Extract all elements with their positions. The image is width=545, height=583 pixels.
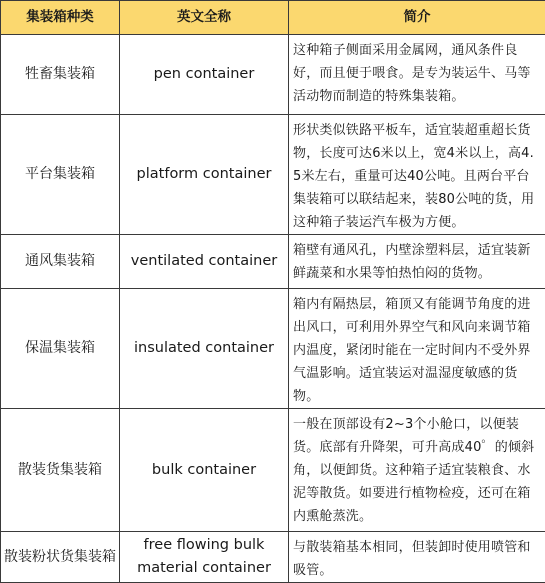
header-english: 英文全称: [120, 1, 289, 35]
header-description: 简介: [289, 1, 545, 35]
cell-type: 散装货集装箱: [1, 409, 120, 532]
cell-description: 箱内有隔热层，箱顶又有能调节角度的进出风口，可利用外界空气和风向来调节箱内温度，紧闭时能在一定时间内不受外界气温影响。适宜装运对温湿度敏感的货物。: [289, 289, 545, 409]
cell-type: 散装粉状货集装箱: [1, 532, 120, 583]
cell-description: 与散装箱基本相同，但装卸时使用喷管和吸管。: [289, 532, 545, 583]
header-row: [1, 1, 545, 35]
cell-description: 这种箱子侧面采用金属网，通风条件良好，而且便于喂食。是专为装运牛、马等活动物而制造的特殊集装箱。: [289, 35, 545, 115]
cell-description: 箱壁有通风孔，内壁涂塑料层，适宜装新鲜蔬菜和水果等怕热怕闷的货物。: [289, 235, 545, 289]
cell-english: free flowing bulk material container: [120, 532, 289, 583]
table-row: [1, 35, 545, 115]
cell-english: platform container: [120, 115, 289, 235]
table-row: [1, 532, 545, 583]
cell-type: 平台集装箱: [1, 115, 120, 235]
cell-type: 保温集装箱: [1, 289, 120, 409]
cell-english: bulk container: [120, 409, 289, 532]
cell-english: insulated container: [120, 289, 289, 409]
table-row: [1, 115, 545, 235]
table-row: [1, 289, 545, 409]
cell-english: pen container: [120, 35, 289, 115]
table-row: [1, 409, 545, 532]
cell-description: 形状类似铁路平板车，适宜装超重超长货物，长度可达6米以上，宽4米以上，高4.5米左右，重量可达40公吨。且两台平台集装箱可以联结起来，装80公吨的货，用这种箱子装运汽车极为方便。: [289, 115, 545, 235]
cell-description: 一般在顶部设有2~3个小舱口，以便装货。底部有升降架，可升高成40゜的倾斜角，以便卸货。这种箱子适宜装粮食、水泥等散货。如要进行植物检疫，还可在箱内熏舱蒸洗。: [289, 409, 545, 532]
header-type: 集装箱种类: [1, 1, 120, 35]
cell-type: 牲畜集装箱: [1, 35, 120, 115]
cell-type: 通风集装箱: [1, 235, 120, 289]
table-row: [1, 235, 545, 289]
cell-english: ventilated container: [120, 235, 289, 289]
